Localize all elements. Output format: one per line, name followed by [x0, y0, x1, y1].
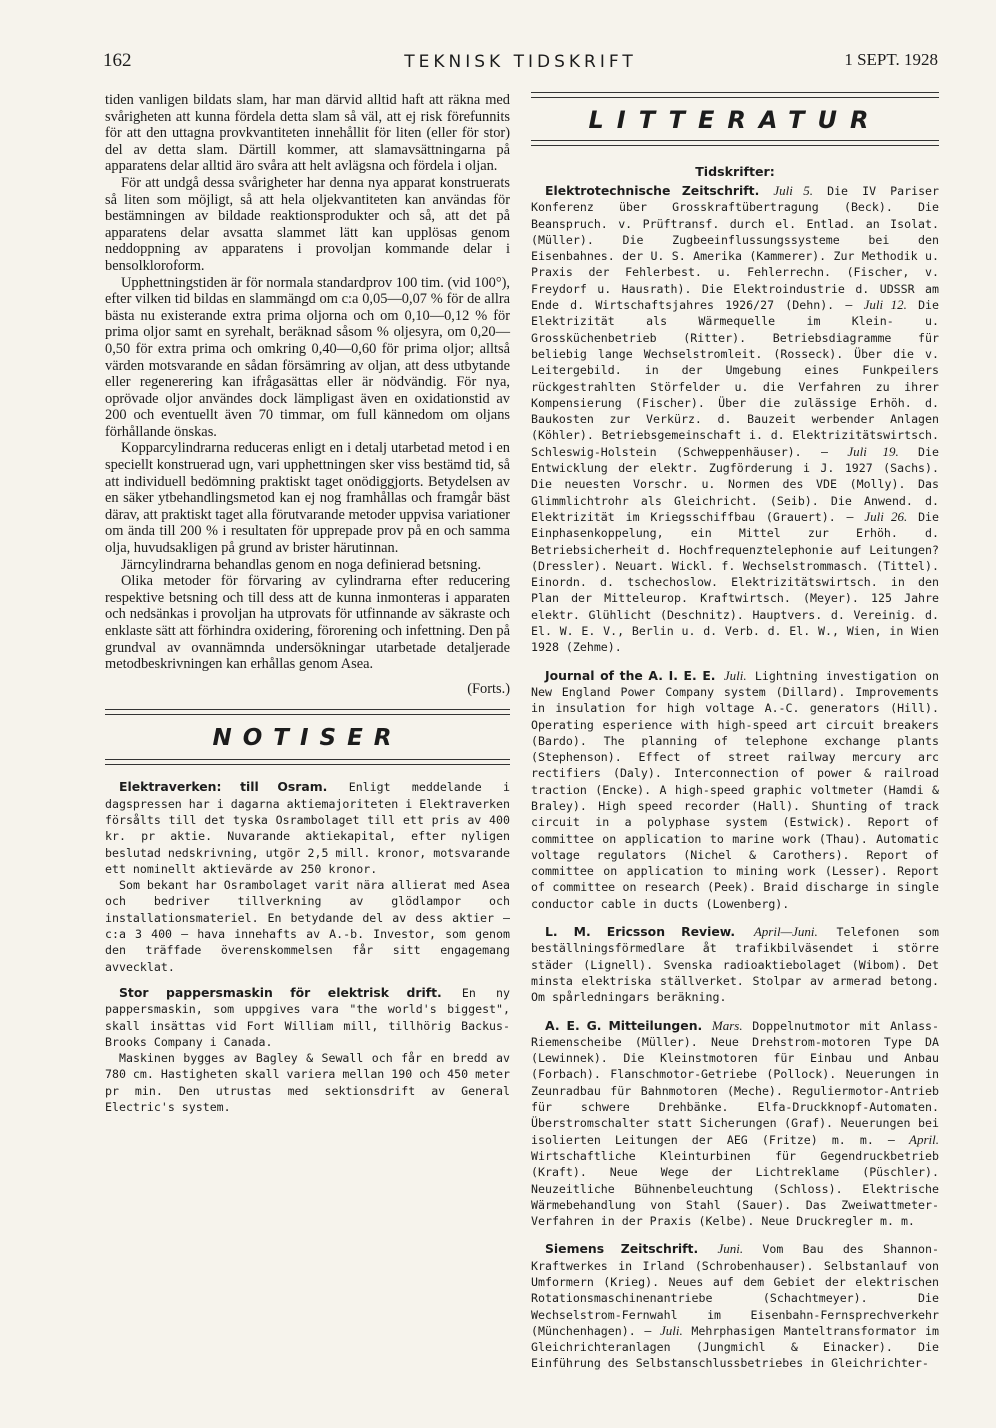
paragraph: Kopparcylindrarna reduceras enligt en i detalj utarbetad metod i en speciellt konstruerad ugn, vari upphettningen sker viss bestämd tid, så att individuell bedömning praktiskt taget onödiggjorts. Betydelsen av en säker ytbehandlingsmetod kan ej nog framhållas och framgår bäst därav, att praktiskt taget alla förutvarande metoder uppvisa variationer om ända till 200 % i resultaten för upprepade prov på en och samma olja, huvudsakligen på grund av brister härutinnan.	[105, 440, 510, 557]
periodical-entry	[531, 183, 939, 656]
running-header	[103, 50, 938, 78]
periodical-list	[531, 183, 939, 1372]
periodical-entry	[531, 1018, 939, 1230]
periodical-title: A. E. G. Mitteilungen.	[545, 1017, 703, 1033]
periodical-contents: Juli. Lightning investigation on New England Power Company system (Dillard). Improvements in insulation for high voltage A.-C. generators (Hill). Operating esperience with high-speed art circuit breakers (Bardo). The planning of telephone exchange plants (Stephenson). Effect of street railway mercury arc rectifiers (Daly). Interconnection of power & railroad traction (Encke). A high-speed graphic voltmeter (Hamdi & Braley). High speed recorder (Hall). Shunting of track circuit in a polyphase system (Estwick). Report of committee on application to marine work (Thau). Automatic voltage regulators (Nichel & Carothers). Report of committee on application to mining work (Lesser). Report of committee on research (Peek). Braid discharge in single conductor cable in ducts (Lowenberg).	[531, 667, 939, 911]
paragraph: Järncylindrarna behandlas genom en noga definierad betsning.	[121, 556, 482, 573]
paragraph: Upphettningstiden är för normala standardprov 100 tim. (vid 100°), efter vilken tid bildas en slammängd om c:a 0,05—0,07 % för de allra bästa nu existerande extra prima oljorna och om 0,10—0,12 % för prima oljor samt en syrehalt, beräknad såsom % oljesyra, om 0,20—0,50 för extra prima och omkring 0,40—0,60 för prima oljor; alltså värden motsvarande en sådan försämring av oljan, att dess utbytande eller regenerering kan ifrågasättas eller är nödvändig. För nya, oprövade oljor användes dock lämpligast även en oxidationstid av 200 och eventuellt även 70 timmar, om full kännedom om oljans förhållande önskas.	[105, 274, 510, 440]
periodical-entry	[531, 1241, 939, 1371]
right-column	[531, 92, 939, 1372]
paragraph: Olika metoder för förvaring av cylindrarna efter reducering respektive betsning och till dess att de kunna inmonteras i apparaten och nedsänkas i provoljan ha utprovats för utfinnande av säkraste och enklaste sätt att förhindra oxidering, förorening och infettning. Den på grundval av ovannämnda undersökningar utarbetade detaljerade metodbeskrivningen kan erhållas genom Asea.	[105, 573, 510, 673]
periodical-entry	[531, 668, 939, 912]
journal-title: TEKNISK TIDSKRIFT	[404, 52, 637, 72]
section-rule	[531, 140, 939, 146]
news-item-text: En ny pappersmaskin, som uppgives vara "the world's biggest", skall insättas vid Fort William mill, tillhörig Backus-Brooks Company i Canada.	[105, 985, 510, 1049]
news-item	[105, 779, 510, 877]
periodical-contents: Juni. Vom Bau des Shannon-Kraftwerkes in Irland (Schrobenhauser). Selbstanlauf von Umformern (Krieg). Neues auf dem Gebiet der elektrischen Rotationsmaschinenantriebe (Schachtmeyer). Die Wechselstrom-Fernwahl im Eisenbahn-Fernsprechverkehr (Münchenhagen). — Juli. Mehrphasigen Manteltransformator im Gleichrichteranlagen (Jungmichl & Einacker). Die Einführung des Selbstanschlussbetriebes in Gleichrichter-	[531, 1241, 940, 1371]
periodical-title: Journal of the A. I. E. E.	[545, 667, 716, 683]
periodical-contents: April—Juni. Telefonen som beställningsförmedlare åt trafikbilväsendet i större städer (Lignell). Svenska radioaktiebolaget (Wibom). Det minsta elektriska ställverket. Stolpar av armerad betong. Om spårledningars beräkning.	[531, 924, 939, 1005]
paragraph: För att undgå dessa svårigheter har denna nya apparat konstruerats så liten som möjligt, så att hela oljekvantiteten kan användas för bestämningen av bildade reaktionsprodukter och så, att det på apparatens delar avsatta slammet lätt kan upplösas genom neddoppning av apparatens i provoljan kommande delar i bensolkloroform.	[105, 174, 510, 274]
page-number: 162	[103, 50, 132, 71]
left-column	[105, 92, 510, 1115]
periodical-title: L. M. Ericsson Review.	[545, 924, 736, 940]
notiser-heading: NOTISER	[212, 725, 403, 752]
news-item-text: Enligt meddelande i dagspressen har i dagarna aktiemajoriteten i Elektraverken försålts till det tyska Osrambolaget till ett pris av 400 kr. pr aktie. Nuvarande aktiekapital, efter nyligen beslutad nedskrivning, utgör 2,5 mill. kronor, motsvarande ett nominellt aktievärde av 250 kronor.	[105, 780, 511, 876]
periodical-contents: Mars. Doppelnutmotor mit Anlass-Riemenscheibe (Müller). Neue Drehstrom-motoren Type DA (Lewinnek). Die Kleinstmotoren für Einbau und Anbau (Forbach). Flanschmotor-Getriebe (Pollock). Neuerungen in Zeunradbau für Bahnmotoren (Meche). Reguliermotor-Antrieb für schwere Drehbänke. Elfa-Druckknopf-Automaten. Überstromschalter statt Sicherungen (Graf). Neuerungen bei isolierten Leitungen der AEG (Fritze) m. m. — April. Wirtschaftliche Kleinturbinen für Gegendruckbetrieb (Kraft). Neue Wege der Lichtreklame (Püschler). Neuzeitliche Bühnenbeleuchtung (Schloss). Elektrische Wärmebehandlung von Stahl (Sauer). Das Zweiwattmeter-Verfahren in der Praxis (Kelbe). Neue Druckregler m. m.	[531, 1017, 940, 1229]
periodicals-subheading: Tidskrifter:	[695, 164, 775, 179]
news-item	[105, 985, 510, 1050]
paragraph: tiden vanligen bildats slam, har man därvid alltid haft att räkna med svårigheten att kunna fördela detta slam så väl, att ej risk förefunnits för att den uttagna provkvantiteten innehållit för liten (eller för stor) del av detta slam. Därtill kommer, att slamavsättningarna på apparatens delar alltid äro svåra att helt avlägsna och fördela i oljan.	[105, 92, 510, 175]
periodical-title: Elektrotechnische Zeitschrift.	[545, 183, 760, 198]
news-item-title: Elektraverken: till Osram.	[119, 779, 328, 795]
periodical-entry	[531, 924, 939, 1005]
continued-marker: (Forts.)	[467, 680, 510, 697]
litteratur-heading: LITTERATUR	[588, 106, 882, 134]
issue-date: 1 SEPT. 1928	[844, 50, 938, 69]
news-item-title: Stor pappersmaskin för elektrisk drift.	[119, 984, 442, 1000]
news-item-continuation: Som bekant har Osrambolaget varit nära allierat med Asea och bedriver tillverkning av glödlampor och installationsmateriel. En betydande del av dess aktier — c:a 3 400 — hava innehafts av A.-b. Investor, som genom den träffade överenskommelsen får sitt engagemang avvecklat.	[105, 878, 510, 974]
periodical-contents: Juli 5. Die IV Pariser Konferenz über Grosskraftübertragung (Beck). Die Beanspruch. v. Prüftransf. durch el. Entlad. an Isolat. (Müller). Die Zugbeeinflussungssysteme bei den Eisenbahnes. der U. S. Amerika (Kammerer). Zur Methodik u. Praxis der Fehlerbest. u. Fehlerrechn. (Fischer, v. Freydorf u. Hausrath). Die Elektroindustrie d. UDSSR am Ende d. Wirtschaftsjahres 1926/27 (Dehn). — Juli 12. Die Elektrizität als Wärmequelle im Klein- u. Grossküchenbetrieb (Ritter). Betriebsdiagramme für beliebig lange Wechselstromleit. (Rosseck). Über die v. Leitergebild. in der Umgebung eines Funkpeilers rückgestrahlten Störfelder u. die Verfahren zu ihrer Kompensierung (Fischer). Über die zulässige Erhöh. d. Baukosten zur Verkürz. d. Bauzeit werbender Anlagen (Köhler). Betriebsgemeinschaft i. d. Elektrizitätswirtsch. Schleswig-Holstein (Schweppenhäuser). — Juli 19. Die Entwicklung der elektr. Zugförderung i J. 1927 (Sachs). Die neuesten Vorschr. u. Normen des VDE (Molly). Das Glimmlichtrohr als Gleichricht. (Seib). Die Anwend. d. Elektrizität im Kriegsschiffbau (Grauert). — Juli 26. Die Einphasenkoppelung, ein Mittel zur Erhöh. d. Betriebsicherheit d. Hochfrequenztelephonie auf Leitungen? (Dressler). Neuart. Wickl. f. Wechselstrommasch. (Tittel). Einordn. d. tschechoslow. Elektrizitätswirtsch. in den Plan der Mitteleurop. Kraftwirtsch. (Meyer). 125 Jahre elektr. Glühlicht (Deschnitz). Hauptvers. d. Vereinig. d. El. W. E. V., Berlin u. d. Verb. d. El. W., Wien, in Wien 1928 (Zehme).	[531, 183, 940, 655]
news-item-continuation: Maskinen bygges av Bagley & Sewall och får en bredd av 780 cm. Hastigheten skall variera mellan 190 och 450 meter pr min. Den utrustas med sektionsdrift av General Electric's system.	[105, 1051, 510, 1115]
periodical-title: Siemens Zeitschrift.	[545, 1241, 699, 1257]
